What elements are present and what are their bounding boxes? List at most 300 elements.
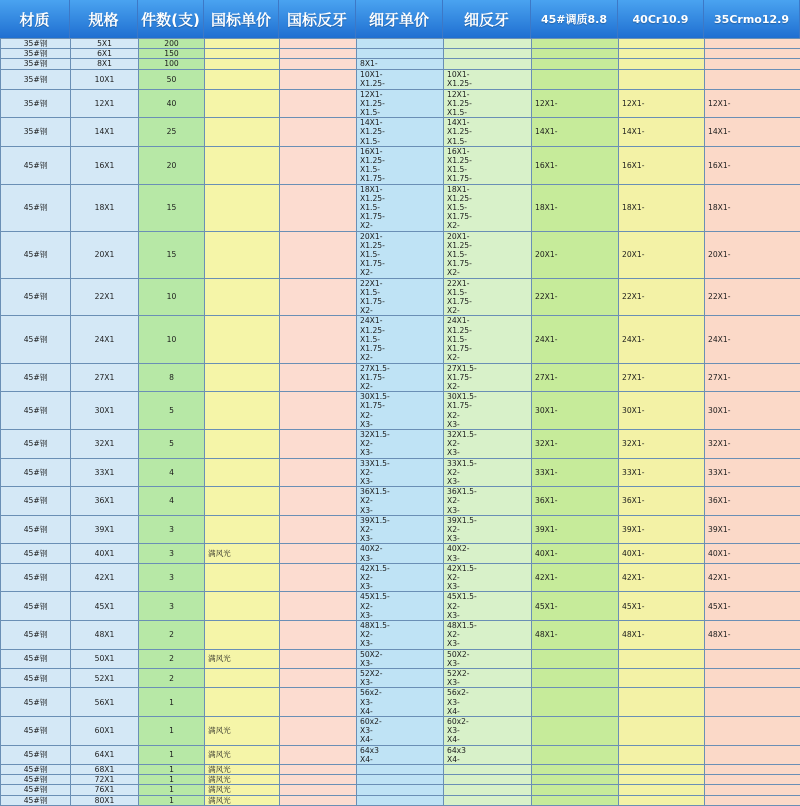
table-cell: 42X1- [619,563,705,592]
table-cell [205,620,280,649]
table-cell: 32X1 [71,429,139,458]
header-grade-12-9: 35Crmo12.9 [704,0,800,38]
table-cell [280,231,357,278]
table-cell [280,458,357,487]
table-cell: 满风光 [205,765,280,775]
table-cell [280,745,357,764]
table-cell: 1 [139,765,205,775]
table-cell: 12X1- X1.25- X1.5- [357,89,444,118]
table-cell: 45X1 [71,592,139,621]
table-cell: 45#钢 [1,429,71,458]
table-cell [205,392,280,430]
table-cell [205,49,280,59]
table-cell: 50X2- X3- [357,649,444,668]
table-cell: 33X1.5- X2- X3- [444,458,532,487]
table-cell [357,765,444,775]
table-cell: 1 [139,795,205,805]
table-cell: 56X1 [71,688,139,717]
table-cell: 18X1- [619,184,705,231]
table-cell: 33X1 [71,458,139,487]
table-cell: 22X1- [705,278,800,316]
table-cell: 24X1- [705,316,800,363]
table-cell: 35#钢 [1,49,71,59]
table-cell: 27X1- [705,363,800,392]
table-cell: 42X1.5- X2- X3- [444,563,532,592]
table-cell: 36X1- [705,487,800,516]
table-row [1,649,800,668]
table-cell [619,39,705,49]
table-row [1,544,800,563]
table-cell [705,39,800,49]
table-cell [205,316,280,363]
table-cell [532,39,619,49]
table-cell: 18X1 [71,184,139,231]
table-cell [619,49,705,59]
table-cell: 35#钢 [1,118,71,147]
table-cell: 8X1 [71,59,139,69]
table-cell: 24X1- X1.25- X1.5- X1.75- X2- [444,316,532,363]
table-cell: 24X1- X1.25- X1.5- X1.75- X2- [357,316,444,363]
table-cell [532,649,619,668]
table-cell: 1 [139,775,205,785]
table-cell [280,39,357,49]
table-cell: 2 [139,620,205,649]
header-fine-price: 细牙单价 [356,0,443,38]
table-cell [280,429,357,458]
table-row [1,765,800,775]
table-cell: 32X1.5- X2- X3- [357,429,444,458]
table-cell: 45#钢 [1,184,71,231]
table-cell: 18X1- [532,184,619,231]
table-cell: 6X1 [71,49,139,59]
table-cell: 12X1- [532,89,619,118]
table-cell: 150 [139,49,205,59]
header-material: 材质 [0,0,70,38]
table-row [1,184,800,231]
table-cell [357,49,444,59]
table-cell: 200 [139,39,205,49]
table-cell: 12X1- [619,89,705,118]
table-cell: 36X1.5- X2- X3- [357,487,444,516]
table-cell [444,775,532,785]
table-cell: 满风光 [205,775,280,785]
table-cell: 33X1- [619,458,705,487]
table-cell: 42X1- [705,563,800,592]
table-cell [357,39,444,49]
table-cell: 35#钢 [1,39,71,49]
table-cell [532,765,619,775]
table-cell: 64x3 X4- [357,745,444,764]
table-cell: 8X1- [357,59,444,69]
table-cell: 36X1 [71,487,139,516]
table-cell: 16X1- [705,146,800,184]
table-row [1,363,800,392]
table-cell: 76X1 [71,785,139,795]
table-cell: 40 [139,89,205,118]
table-cell [205,278,280,316]
table-cell [357,795,444,805]
table-cell: 45X1.5- X2- X3- [357,592,444,621]
table-cell [205,563,280,592]
table-cell: 60x2- X3- X4- [444,717,532,746]
table-cell: 30X1.5- X1.75- X2- X3- [357,392,444,430]
table-cell: 27X1 [71,363,139,392]
table-cell: 22X1- X1.5- X1.75- X2- [357,278,444,316]
table-cell: 24X1- [532,316,619,363]
table-cell: 36X1- [619,487,705,516]
table-cell [705,688,800,717]
table-cell [705,785,800,795]
table-cell: 14X1- [532,118,619,147]
table-cell: 52X2- X3- [444,669,532,688]
table-cell: 14X1- X1.25- X1.5- [444,118,532,147]
table-cell: 60x2- X3- X4- [357,717,444,746]
table-cell: 48X1.5- X2- X3- [357,620,444,649]
table-cell [280,515,357,544]
table-cell [444,59,532,69]
table-cell: 48X1- [705,620,800,649]
table-row [1,118,800,147]
table-cell [205,59,280,69]
table-cell: 45#钢 [1,717,71,746]
table-cell: 25 [139,118,205,147]
table-row [1,146,800,184]
table-cell: 40X1 [71,544,139,563]
table-cell: 68X1 [71,765,139,775]
table-body [1,39,800,806]
table-cell [280,316,357,363]
table-row [1,487,800,516]
table-cell [205,231,280,278]
table-cell [532,69,619,89]
table-cell [532,688,619,717]
table-cell: 12X1- X1.25- X1.5- [444,89,532,118]
table-cell [280,146,357,184]
table-row [1,69,800,89]
table-cell: 45#钢 [1,487,71,516]
table-cell: 45X1- [532,592,619,621]
table-cell: 满风光 [205,717,280,746]
table-cell: 32X1.5- X2- X3- [444,429,532,458]
table-cell: 5 [139,429,205,458]
table-cell: 30X1- [619,392,705,430]
table-cell [705,649,800,668]
table-cell [532,49,619,59]
table-cell [705,717,800,746]
table-cell: 24X1- [619,316,705,363]
table-cell: 40X1- [705,544,800,563]
table-cell: 39X1 [71,515,139,544]
table-cell: 50X2- X3- [444,649,532,668]
table-cell: 16X1- [619,146,705,184]
table-row [1,515,800,544]
table-cell: 16X1- X1.25- X1.5- X1.75- [444,146,532,184]
table-cell: 4 [139,487,205,516]
table-cell [280,69,357,89]
table-cell: 10 [139,316,205,363]
table-cell: 1 [139,688,205,717]
table-cell [205,39,280,49]
table-cell [619,688,705,717]
table-cell: 10X1- X1.25- [444,69,532,89]
table-cell [532,745,619,764]
table-cell: 60X1 [71,717,139,746]
table-cell: 27X1.5- X1.75- X2- [444,363,532,392]
table-cell: 4 [139,458,205,487]
table-cell: 15 [139,231,205,278]
table-cell [280,775,357,785]
table-cell: 56x2- X3- X4- [444,688,532,717]
table-cell: 22X1- [619,278,705,316]
table-cell: 35#钢 [1,89,71,118]
table-cell: 45#钢 [1,363,71,392]
table-cell: 45#钢 [1,544,71,563]
table-cell [280,765,357,775]
table-cell: 40X2- X3- [357,544,444,563]
table-cell: 45#钢 [1,515,71,544]
table-cell: 18X1- X1.25- X1.5- X1.75- X2- [357,184,444,231]
table-cell [205,184,280,231]
table-cell [444,795,532,805]
table-cell [444,49,532,59]
table-row [1,49,800,59]
table-cell: 39X1.5- X2- X3- [357,515,444,544]
table-cell [205,669,280,688]
table-cell [205,69,280,89]
table-cell: 27X1- [532,363,619,392]
table-row [1,429,800,458]
table-cell [705,775,800,785]
table-cell [619,745,705,764]
table-cell [532,795,619,805]
table-cell: 30X1.5- X1.75- X2- X3- [444,392,532,430]
table-cell: 45#钢 [1,563,71,592]
table-cell: 20 [139,146,205,184]
table-cell: 33X1- [705,458,800,487]
table-row [1,620,800,649]
table-cell [619,649,705,668]
table-cell: 39X1- [619,515,705,544]
table-cell: 2 [139,669,205,688]
table-cell [280,184,357,231]
table-cell [280,59,357,69]
table-cell [205,487,280,516]
table-cell: 14X1- [705,118,800,147]
table-cell: 30X1- [705,392,800,430]
table-cell: 1 [139,745,205,764]
table-cell [280,795,357,805]
table-cell [280,49,357,59]
table-cell: 32X1- [619,429,705,458]
table-cell: 52X1 [71,669,139,688]
table-cell [280,649,357,668]
table-cell [444,39,532,49]
table-cell [619,775,705,785]
table-cell: 45#钢 [1,775,71,785]
table-cell: 32X1- [705,429,800,458]
table-cell: 20X1- [705,231,800,278]
table-cell: 40X1- [532,544,619,563]
table-cell [280,620,357,649]
table-cell: 33X1- [532,458,619,487]
table-cell: 10X1- X1.25- [357,69,444,89]
table-cell: 45#钢 [1,458,71,487]
table-cell [619,69,705,89]
table-cell: 45#钢 [1,231,71,278]
table-cell: 14X1 [71,118,139,147]
table-cell: 满风光 [205,785,280,795]
table-cell: 35#钢 [1,69,71,89]
table-cell: 满风光 [205,649,280,668]
table-cell: 45X1- [705,592,800,621]
table-cell: 1 [139,717,205,746]
table-cell: 14X1- [619,118,705,147]
table-cell: 39X1.5- X2- X3- [444,515,532,544]
table-cell: 64x3 X4- [444,745,532,764]
table-row [1,316,800,363]
table-cell: 18X1- [705,184,800,231]
table-cell: 27X1.5- X1.75- X2- [357,363,444,392]
table-cell [205,429,280,458]
table-cell [205,363,280,392]
table-row [1,39,800,49]
table-cell: 100 [139,59,205,69]
table-cell: 2 [139,649,205,668]
table-cell: 45#钢 [1,392,71,430]
table-cell [205,146,280,184]
table-cell: 45#钢 [1,592,71,621]
table-cell: 56x2- X3- X4- [357,688,444,717]
table-cell: 满风光 [205,544,280,563]
table-row [1,278,800,316]
table-cell: 3 [139,563,205,592]
table-row [1,392,800,430]
table-cell [205,688,280,717]
table-cell [532,59,619,69]
table-cell: 20X1 [71,231,139,278]
table-cell: 16X1- X1.25- X1.5- X1.75- [357,146,444,184]
table-cell: 42X1 [71,563,139,592]
table-cell: 50X1 [71,649,139,668]
table-cell: 30X1- [532,392,619,430]
table-cell: 80X1 [71,795,139,805]
table-cell: 45#钢 [1,620,71,649]
table-row [1,563,800,592]
table-cell: 45#钢 [1,765,71,775]
table-cell: 48X1- [619,620,705,649]
table-cell [619,765,705,775]
header-grade-8-8: 45#调质8.8 [531,0,618,38]
table-cell: 18X1- X1.25- X1.5- X1.75- X2- [444,184,532,231]
table-cell [705,765,800,775]
table-cell: 3 [139,544,205,563]
table-cell: 5X1 [71,39,139,49]
table-cell: 满风光 [205,745,280,764]
table-cell: 33X1.5- X2- X3- [357,458,444,487]
table-cell: 45#钢 [1,316,71,363]
table-cell: 64X1 [71,745,139,764]
table-cell: 1 [139,785,205,795]
table-cell: 52X2- X3- [357,669,444,688]
table-row [1,717,800,746]
table-cell: 10X1 [71,69,139,89]
table-cell: 45#钢 [1,745,71,764]
table-cell: 48X1- [532,620,619,649]
table-cell: 45X1- [619,592,705,621]
table-cell: 35#钢 [1,59,71,69]
table-cell: 42X1- [532,563,619,592]
table-row [1,59,800,69]
table-row [1,745,800,764]
table-row [1,775,800,785]
table-cell: 22X1- [532,278,619,316]
header-grade-10-9: 40Cr10.9 [618,0,704,38]
table-cell: 20X1- X1.25- X1.5- X1.75- X2- [357,231,444,278]
table-cell [705,745,800,764]
table-row [1,231,800,278]
table-cell: 72X1 [71,775,139,785]
table-cell: 22X1 [71,278,139,316]
table-cell: 40X1- [619,544,705,563]
table-cell [619,717,705,746]
table-cell [205,592,280,621]
table-cell: 3 [139,592,205,621]
table-cell: 30X1 [71,392,139,430]
table-cell [532,785,619,795]
table-cell: 14X1- X1.25- X1.5- [357,118,444,147]
table-row [1,458,800,487]
table-cell [444,785,532,795]
table-header [0,0,800,38]
header-fine-reverse: 细反牙 [443,0,531,38]
table-cell [619,59,705,69]
table-cell [280,118,357,147]
table-cell [444,765,532,775]
header-gb-price: 国标单价 [204,0,279,38]
table-cell: 45X1.5- X2- X3- [444,592,532,621]
header-spec: 规格 [70,0,138,38]
table-cell: 22X1- X1.5- X1.75- X2- [444,278,532,316]
table-cell: 16X1 [71,146,139,184]
table-cell [532,775,619,785]
table-row [1,688,800,717]
table-cell [532,717,619,746]
table-cell: 27X1- [619,363,705,392]
table-cell [705,795,800,805]
table-cell [205,118,280,147]
table-cell [619,795,705,805]
table-cell: 3 [139,515,205,544]
table-cell: 16X1- [532,146,619,184]
table-cell: 45#钢 [1,669,71,688]
table-cell [280,669,357,688]
table-cell [357,775,444,785]
table-cell: 48X1 [71,620,139,649]
table-cell: 39X1- [532,515,619,544]
table-cell: 45#钢 [1,146,71,184]
table-cell: 36X1.5- X2- X3- [444,487,532,516]
table-cell [280,563,357,592]
table-cell [280,592,357,621]
table-cell: 5 [139,392,205,430]
table-cell: 42X1.5- X2- X3- [357,563,444,592]
table-row [1,89,800,118]
table-cell [280,544,357,563]
table-cell: 40X2- X3- [444,544,532,563]
table-cell [619,785,705,795]
table-cell [280,392,357,430]
table-cell [280,363,357,392]
